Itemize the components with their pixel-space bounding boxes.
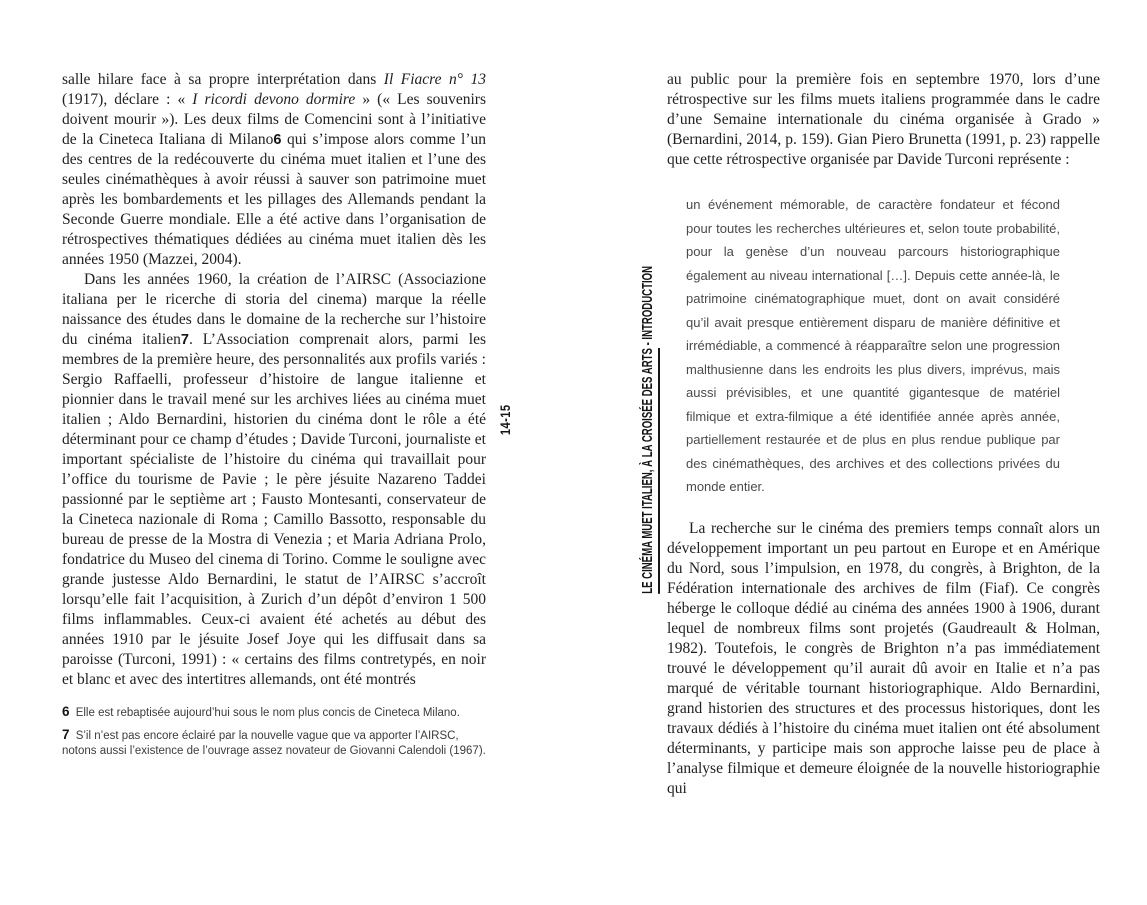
footnote	[62, 704, 486, 721]
page-number-label: 14-15	[497, 404, 513, 436]
body-paragraph	[667, 519, 1100, 799]
text-run: . L’Association comprenait alors, parmi les membres de la première heure, des personnalités aux profils variés : Sergio Raffaelli, professeur d’histoire de langue italienne et pionnier dans le travail mené sur les archives liées au cinéma muet italien ; Aldo Bernardini, historien du cinéma dont le rôle a été déterminant pour ce champ d’études ; Davide Turconi, journaliste et important spécialiste de l’histoire du cinéma qui travaillait pour l’office du tourisme de Pavie ; le père jésuite Nazareno Taddei passionné par le septième art ; Fausto Montesanti, conservateur de la Cineteca nazionale di Roma ; Camillo Bassotto, responsable du bureau de presse de la Mostra di Venezia ; et Maria Adriana Prolo, fondatrice du Museo del cinema di Torino. Comme le souligne avec grande justesse Aldo Bernardini, le statut de l’AIRSC s’accroît lorsqu’elle fait l’acquisition, à Zurich d’un dépôt d’environ 1 500 films inflammables. Ceux-ci avaient été achetés au début des années 1910 par le jésuite Josef Joye qui les diffusait dans sa paroisse (Turconi, 1991) : « certains des films contretypés, en noir et blanc et avec des intertitres allemands, ont été montrés	[62, 331, 486, 688]
text-run: I ricordi devono dormire	[192, 91, 356, 108]
footnote-number: 6	[62, 704, 70, 719]
running-head-text	[639, 266, 656, 594]
right-page-column	[667, 70, 1100, 799]
footnotes-block	[62, 704, 486, 759]
left-page-body	[62, 70, 486, 690]
footnote-number: 7	[62, 727, 70, 742]
body-paragraph	[667, 70, 1100, 170]
right-page-body-top	[667, 70, 1100, 170]
body-paragraph	[62, 70, 486, 270]
text-run: au public pour la première fois en septembre 1970, lors d’une rétrospective sur les films muets italiens programmée dans le cadre d’une Semaine internationale du cinéma organisée à Grado » (Bernardini, 2014, p. 159). Gian Piero Brunetta (1991, p. 23) rappelle que cette rétrospective organisée par Davide Turconi représente :	[667, 71, 1100, 168]
text-run: Dans les années 1960, la création de l’AIRSC (Associazione italiana per le ricerche di storia del cinema) marque la réelle naissance des études dans le domaine de la recherche sur l’histoire du cinéma italien	[62, 271, 486, 348]
footnote-marker: 6	[273, 132, 282, 148]
footnote	[62, 727, 486, 759]
footnote-text: Elle est rebaptisée aujourd’hui sous le nom plus concis de Cineteca Milano.	[72, 707, 460, 719]
text-run: qui s’impose alors comme l’un des centres de la redécouverte du cinéma muet italien et l’une des seules cinémathèques à avoir réussi à sauver son patrimoine muet après les bombardements et les pillages des Allemands pendant la Seconde Guerre mondiale. Elle a été active dans l’organisation de rétrospectives thématiques dédiées au cinéma muet italien dès les années 1950 (Mazzei, 2004).	[62, 131, 486, 268]
text-run: salle hilare face à sa propre interprétation dans	[62, 71, 384, 88]
text-run: Il Fiacre n° 13	[383, 71, 486, 88]
text-run: (1917), déclare : «	[62, 91, 193, 108]
footnote-text: S’il n’est pas encore éclairé par la nouvelle vague que va apporter l’AIRSC, notons aussi l’existence de l’ouvrage assez novateur de Giovanni Calendoli (1967).	[62, 730, 486, 757]
body-paragraph	[62, 270, 486, 690]
blockquote: un événement mémorable, de caractère fondateur et fécond pour toutes les recherches ultérieures et, selon toute probabilité, pour la genèse d’un nouveau parcours historiographique également au niveau international […]. Depuis cette année-là, le patrimoine cinématographique muet, dont on avait considéré qu’il avait presque entièrement disparu de manière définitive et irrémédiable, a commencé à réapparaître selon une progression malthusienne dans les endroits les plus divers, imprévus, mais aussi prévisibles, et une quantité gigantesque de matériel filmique et extra-filmique a été identifiée année après année, partiellement restaurée et de plus en plus rendue publique par des cinémathèques, des archives et des collections privées du monde entier.	[686, 197, 1060, 494]
running-head-suffix: - INTRODUCTION	[638, 266, 656, 349]
left-page-column	[62, 70, 486, 765]
running-head-title: LE CINÉMA MUET ITALIEN, À LA CROISÉE DES ARTS	[639, 348, 660, 594]
gutter-running-head	[635, 260, 659, 600]
text-run: La recherche sur le cinéma des premiers temps connaît alors un développement important un peu partout en Europe et en Amérique du Nord, sous l’impulsion, en 1978, du congrès, à Brighton, de la Fédération internationale des archives de film (Fiaf). Ce congrès héberge le colloque dédié au cinéma des années 1900 à 1906, durant lequel de nombreux films sont projetés (Gaudreault & Holman, 1982). Toutefois, le congrès de Brighton n’a pas immédiatement trouvé le développement qu’il aurait dû avoir en Italie et n’a pas marqué de véritable tournant historiographique. Aldo Bernardini, grand historien des structures et des processus historiques, dont les travaux dédiés à l’histoire du cinéma muet italien ont été absolument déterminants, y participe mais son approche laisse peu de place à l’analyse filmique et demeure éloignée de la nouvelle historiographie qui	[667, 519, 1100, 797]
right-page-body-bottom	[667, 519, 1100, 799]
footnote-marker: 7	[180, 332, 189, 348]
text-run: » (« Les souvenirs doivent mourir »). Les deux films de Comencini sont à l’initiative de la Cineteca Italiana di Milano	[62, 91, 486, 148]
gutter-page-number	[495, 395, 515, 445]
